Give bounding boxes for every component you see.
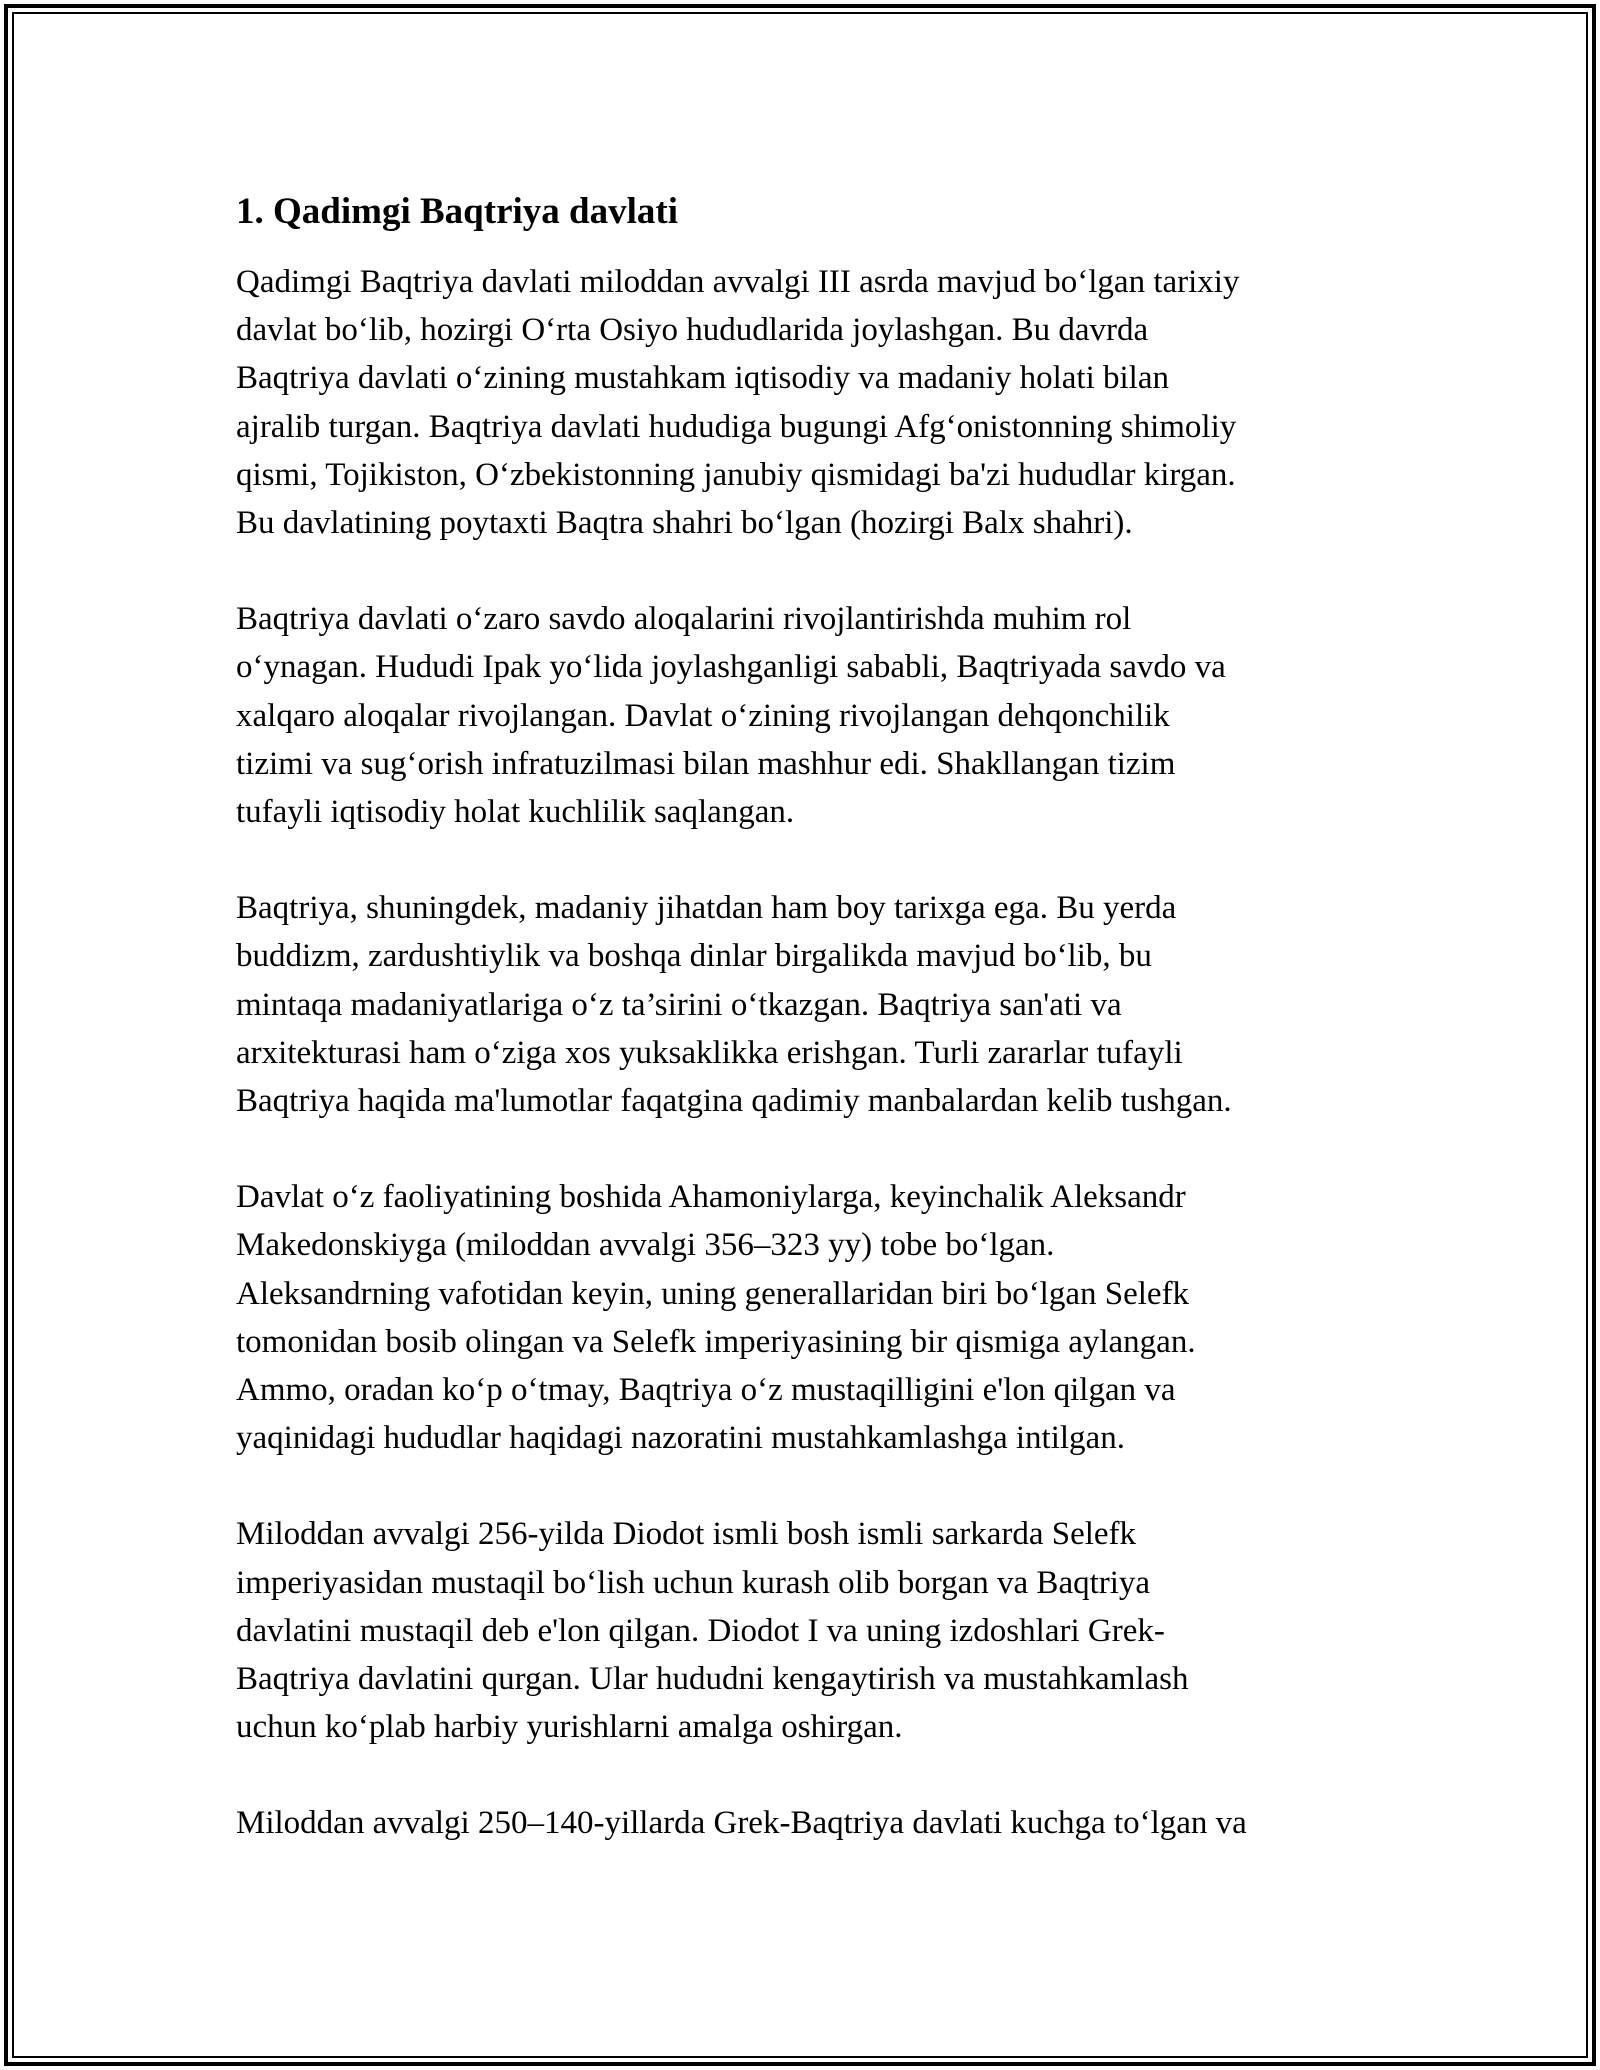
- paragraph: [236, 1510, 1386, 1751]
- paragraph-line: xalqaro aloqalar rivojlangan. Davlat o‘zining rivojlangan dehqonchilik: [236, 697, 1170, 734]
- paragraph-line: davlatini mustaqil deb e'lon qilgan. Diodot I va uning izdoshlari Grek-: [236, 1612, 1165, 1649]
- paragraph-line: buddizm, zardushtiylik va boshqa dinlar birgalikda mavjud bo‘lib, bu: [236, 938, 1152, 975]
- paragraph-line: Davlat o‘z faoliyatining boshida Ahamoniylarga, keyinchalik Aleksandr: [236, 1179, 1186, 1216]
- section-heading: 1. Qadimgi Baqtriya davlati: [236, 191, 678, 232]
- paragraph: [236, 1799, 1386, 1847]
- paragraph: [236, 258, 1386, 547]
- paragraph-line: imperiyasidan mustaqil bo‘lish uchun kurash olib borgan va Baqtriya: [236, 1564, 1151, 1601]
- paragraph-line: yaqinidagi hududlar haqidagi nazoratini mustahkamlashga intilgan.: [236, 1420, 1125, 1457]
- paragraph: [236, 595, 1386, 836]
- paragraph-line: o‘ynagan. Hududi Ipak yo‘lida joylashganligi sababli, Baqtriyada savdo va: [236, 649, 1226, 686]
- paragraph-line: Makedonskiyga (miloddan avvalgi 356–323 yy) tobe bo‘lgan.: [236, 1227, 1055, 1264]
- paragraph-line: Baqtriya, shuningdek, madaniy jihatdan ham boy tarixga ega. Bu yerda: [236, 890, 1177, 927]
- paragraph-line: arxitekturasi ham o‘ziga xos yuksaklikka erishgan. Turli zararlar tufayli: [236, 1034, 1183, 1071]
- paragraph-line: Baqtriya davlatini qurgan. Ular hududni kengaytirish va mustahkamlash: [236, 1661, 1189, 1698]
- paragraph-line: qismi, Tojikiston, O‘zbekistonning janubiy qismidagi ba'zi hududlar kirgan.: [236, 456, 1236, 493]
- document-body: [236, 186, 1386, 1896]
- paragraph: [236, 1173, 1386, 1462]
- paragraph-line: tizimi va sug‘orish infratuzilmasi bilan mashhur edi. Shakllangan tizim: [236, 745, 1176, 782]
- paragraph-line: Baqtriya haqida ma'lumotlar faqatgina qadimiy manbalardan kelib tushgan.: [236, 1083, 1232, 1120]
- paragraph-line: Miloddan avvalgi 256-yilda Diodot ismli bosh ismli sarkarda Selefk: [236, 1516, 1137, 1553]
- paragraph-line: Miloddan avvalgi 250–140-yillarda Grek-Baqtriya davlati kuchga to‘lgan va: [236, 1805, 1247, 1842]
- paragraph-line: tufayli iqtisodiy holat kuchlilik saqlangan.: [236, 794, 795, 831]
- paragraph-line: Aleksandrning vafotidan keyin, uning generallaridan biri bo‘lgan Selefk: [236, 1275, 1190, 1312]
- paragraph-line: mintaqa madaniyatlariga o‘z ta’sirini o‘tkazgan. Baqtriya san'ati va: [236, 986, 1122, 1023]
- paragraph-line: uchun ko‘plab harbiy yurishlarni amalga oshirgan.: [236, 1709, 903, 1746]
- paragraph-line: Baqtriya davlati o‘zining mustahkam iqtisodiy va madaniy holati bilan: [236, 360, 1169, 397]
- paragraph-list: [236, 258, 1386, 1848]
- paragraph-line: Baqtriya davlati o‘zaro savdo aloqalarini rivojlantirishda muhim rol: [236, 601, 1132, 638]
- paragraph-line: Ammo, oradan ko‘p o‘tmay, Baqtriya o‘z mustaqilligini e'lon qilgan va: [236, 1372, 1176, 1409]
- paragraph-line: Qadimgi Baqtriya davlati miloddan avvalgi III asrda mavjud bo‘lgan tarixiy: [236, 264, 1240, 300]
- paragraph-line: Bu davlatining poytaxti Baqtra shahri bo‘lgan (hozirgi Balx shahri).: [236, 505, 1133, 542]
- paragraph: [236, 884, 1386, 1125]
- paragraph-line: davlat bo‘lib, hozirgi O‘rta Osiyo hududlarida joylashgan. Bu davrda: [236, 312, 1149, 349]
- paragraph-line: ajralib turgan. Baqtriya davlati hududiga bugungi Afg‘onistonning shimoliy: [236, 408, 1237, 445]
- paragraph-line: tomonidan bosib olingan va Selefk imperiyasining bir qismiga aylangan.: [236, 1323, 1196, 1360]
